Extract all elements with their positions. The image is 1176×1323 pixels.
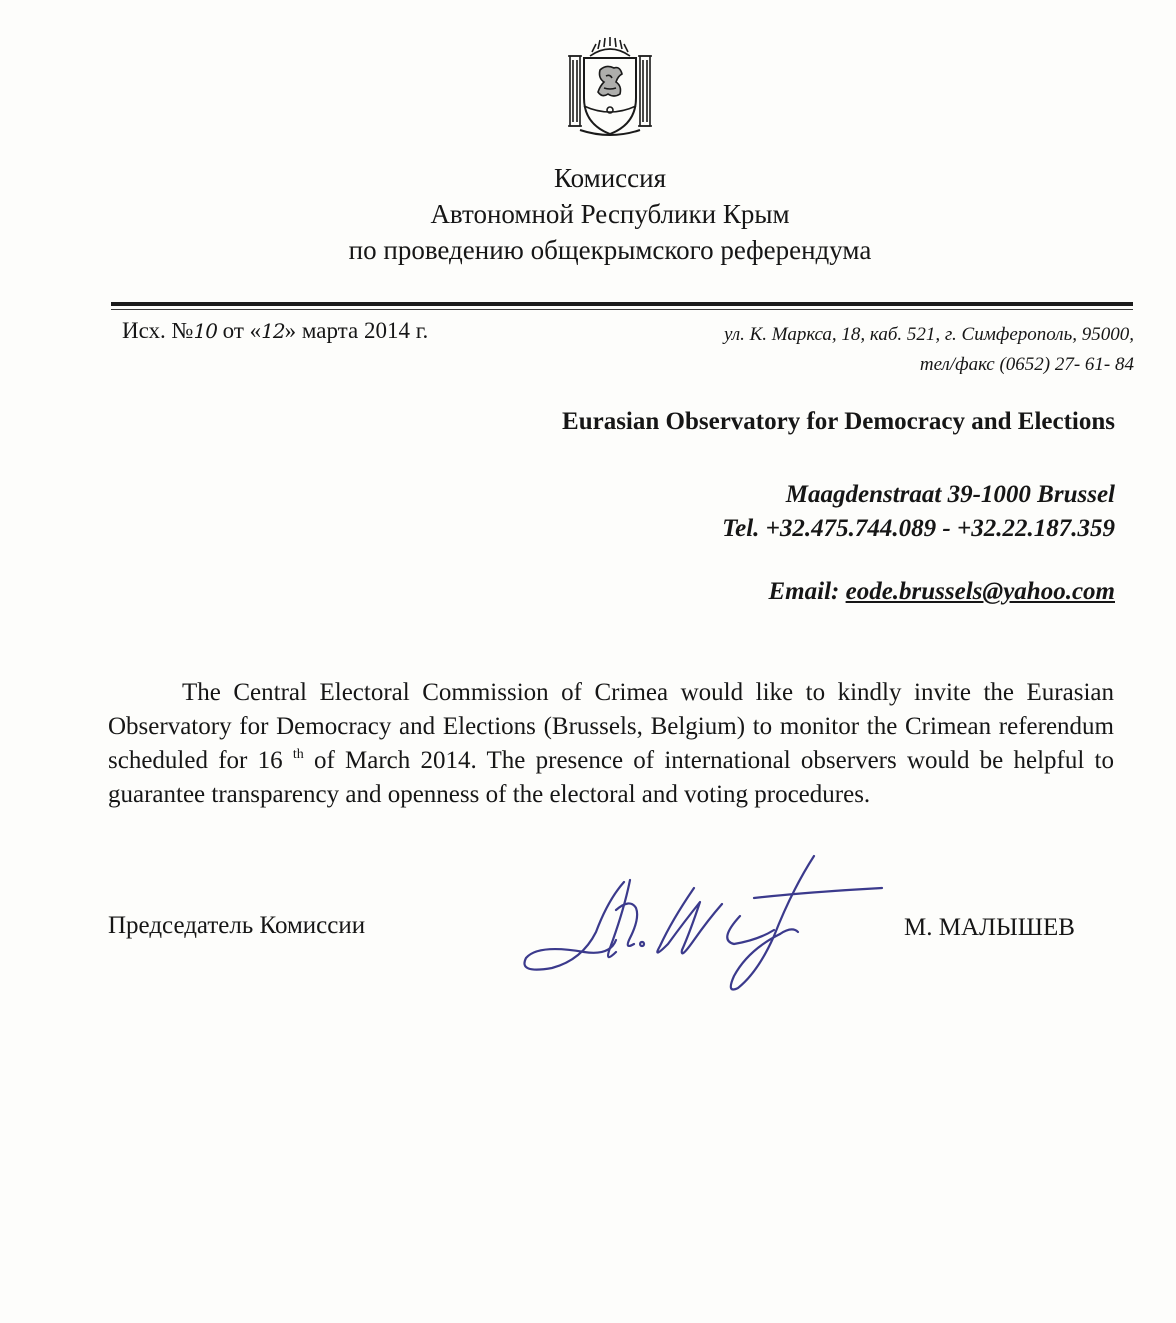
reference-prefix: Исх. № xyxy=(122,318,194,343)
org-line-2: Автономной Республики Крым xyxy=(430,199,790,229)
organization-header xyxy=(160,160,1060,268)
reference-number: 10 xyxy=(193,319,217,343)
handwritten-signature xyxy=(512,840,892,1010)
reference-from: от « xyxy=(216,318,262,343)
email-link[interactable]: eode.brussels@yahoo.com xyxy=(845,578,1115,605)
body-part-1: The Central Electoral Commission of Crimea would like to kindly invite the Eurasian Observatory for Democracy and Elections (Brussels, Belgium) to monitor the Crimean referendum scheduled for 16 xyxy=(108,679,1114,774)
org-line-1: Комиссия xyxy=(553,163,667,193)
coat-of-arms-icon xyxy=(562,36,658,140)
outgoing-reference xyxy=(122,318,428,344)
address-line-1: ул. К. Маркса, 18, каб. 521, г. Симферополь, 95000, xyxy=(723,324,1134,345)
body-superscript: th xyxy=(292,747,304,762)
recipient-phone: Tel. +32.475.744.089 - +32.22.187.359 xyxy=(722,515,1115,542)
letter-body xyxy=(108,676,1114,812)
reference-date-rest: » марта 2014 г. xyxy=(284,318,429,343)
signatory-title: Председатель Комиссии xyxy=(108,912,366,939)
recipient-street: Maagdenstraat 39-1000 Brussel xyxy=(785,481,1115,508)
signatory-name: М. МАЛЫШЕВ xyxy=(904,914,1075,941)
recipient-name: Eurasian Observatory for Democracy and Elections xyxy=(562,408,1115,435)
recipient-email xyxy=(769,578,1116,606)
email-label: Email: xyxy=(768,578,846,605)
header-divider-thick xyxy=(111,302,1133,306)
sender-address xyxy=(724,320,1134,380)
body-part-2: of March 2014. The presence of international observers would be helpful to guarantee transparency and openness of the electoral and voting procedures. xyxy=(108,747,1115,808)
address-line-2: тел/факс (0652) 27- 61- 84 xyxy=(919,354,1134,375)
recipient-contact xyxy=(722,478,1115,546)
reference-day: 12 xyxy=(261,319,285,343)
org-line-3: по проведению общекрымского референдума xyxy=(348,235,872,265)
header-divider-thin xyxy=(111,309,1133,310)
